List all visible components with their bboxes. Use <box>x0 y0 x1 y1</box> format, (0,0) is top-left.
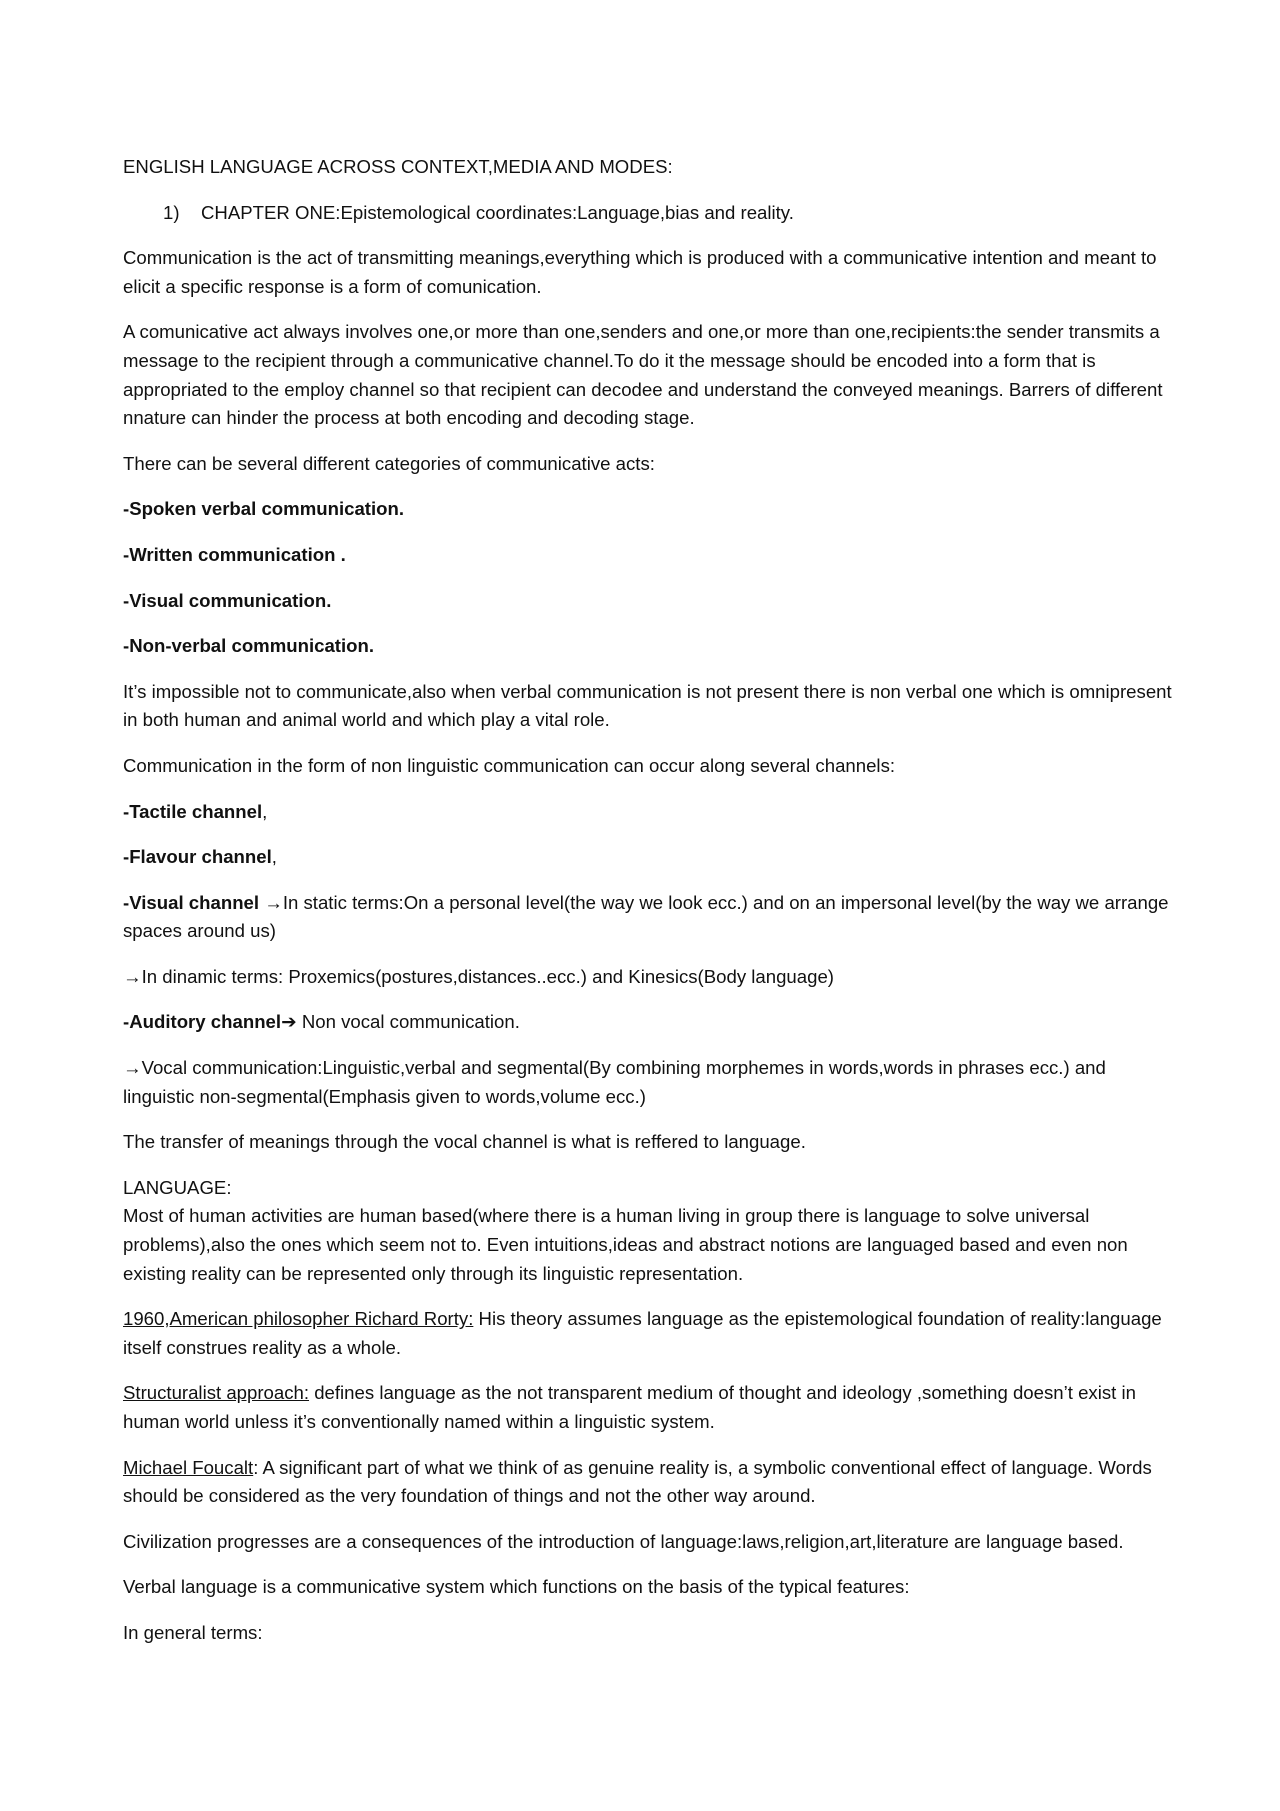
paragraph-language: Most of human activities are human based(where there is a human living in group there is language to solve universal problems),also the ones which seem not to. Even intuitions,ideas and abstract notions are languaged based and even non existing reality can be represented only through its linguistic representation. <box>123 1205 1128 1284</box>
paragraph-communication-definition: Communication is the act of transmitting meanings,everything which is produced with a communicative intention and meant to elicit a specific response is a form of comunication. <box>123 247 1157 297</box>
channel-tactile: -Tactile channel, <box>123 800 268 822</box>
paragraph-rorty: 1960,American philosopher Richard Rorty: His theory assumes language as the epistemological foundation of reality:language itself construes reality as a whole. <box>123 1308 1162 1358</box>
category-item: -Visual communication. <box>123 589 332 611</box>
document-title: ENGLISH LANGUAGE ACROSS CONTEXT,MEDIA AND MODES: <box>123 156 673 177</box>
chapter-heading <box>123 199 1175 228</box>
arrow-right-icon: → <box>123 965 142 987</box>
paragraph-channels-intro: Communication in the form of non linguistic communication can occur along several channels: <box>123 754 896 776</box>
rorty-label: 1960,American philosopher Richard Rorty: <box>123 1308 474 1330</box>
arrow-right-icon: → <box>123 1057 142 1079</box>
paragraph-foucault: Michael Foucalt: A significant part of what we think of as genuine reality is, a symbolic conventional effect of language. Words should be considered as the very foundation of things and not the other way around. <box>123 1456 1152 1507</box>
foucault-label: Michael Foucalt <box>123 1456 254 1478</box>
chapter-text: CHAPTER ONE:Epistemological coordinates:Language,bias and reality. <box>201 201 794 223</box>
paragraph-impossible-not-communicate: It’s impossible not to communicate,also when verbal communication is not present there is non verbal one which is omnipresent in both human and animal world and which play a vital role. <box>123 680 1172 731</box>
channel-auditory-vocal: →Vocal communication:Linguistic,verbal and segmental(By combining morphemes in words,words in phrases ecc.) and linguistic non-segmental(Emphasis given to words,volume ecc.) <box>123 1057 1106 1107</box>
arrow-right-icon: ➔ <box>281 1011 297 1033</box>
channel-flavour: -Flavour channel, <box>123 846 277 868</box>
category-item: -Non-verbal communication. <box>123 635 375 657</box>
paragraph-communicative-act: A comunicative act always involves one,or more than one,senders and one,or more than one,recipients:the sender transmits a message to the recipient through a communicative channel.To do it the message should be encoded into a form that is appropriated to the employ channel so that recipient can decodee and understand the conveyed meanings. Barrers of different nnature can hinder the process at both encoding and decoding stage. <box>123 321 1163 429</box>
paragraph-transfer-meanings: The transfer of meanings through the vocal channel is what is reffered to language. <box>123 1131 806 1153</box>
paragraph-categories-intro: There can be several different categories of communicative acts: <box>123 452 655 474</box>
paragraph-general-terms: In general terms: <box>123 1621 263 1643</box>
channel-visual: -Visual channel →In static terms:On a personal level(the way we look ecc.) and on an impersonal level(by the way we arrange spaces around us) <box>123 891 1169 942</box>
arrow-right-icon: → <box>264 891 283 913</box>
document-page <box>123 153 1175 1665</box>
channel-auditory: -Auditory channel➔ Non vocal communication. <box>123 1011 520 1033</box>
structuralist-label: Structuralist approach: <box>123 1382 310 1404</box>
paragraph-structuralist: Structuralist approach: defines language as the not transparent medium of thought and ideology ,something doesn’t exist in human world unless it’s conventionally named within a linguistic system. <box>123 1382 1136 1432</box>
paragraph-civilization: Civilization progresses are a consequences of the introduction of language:laws,religion,art,literature are language based. <box>123 1530 1124 1552</box>
section-heading-language: LANGUAGE: <box>123 1176 232 1198</box>
chapter-number: 1) <box>163 201 180 223</box>
paragraph-verbal-language: Verbal language is a communicative system which functions on the basis of the typical features: <box>123 1576 910 1598</box>
category-item: -Spoken verbal communication. <box>123 498 405 520</box>
category-item: -Written communication . <box>123 543 346 565</box>
channel-visual-dynamic: →In dinamic terms: Proxemics(postures,distances..ecc.) and Kinesics(Body language) <box>123 965 834 987</box>
